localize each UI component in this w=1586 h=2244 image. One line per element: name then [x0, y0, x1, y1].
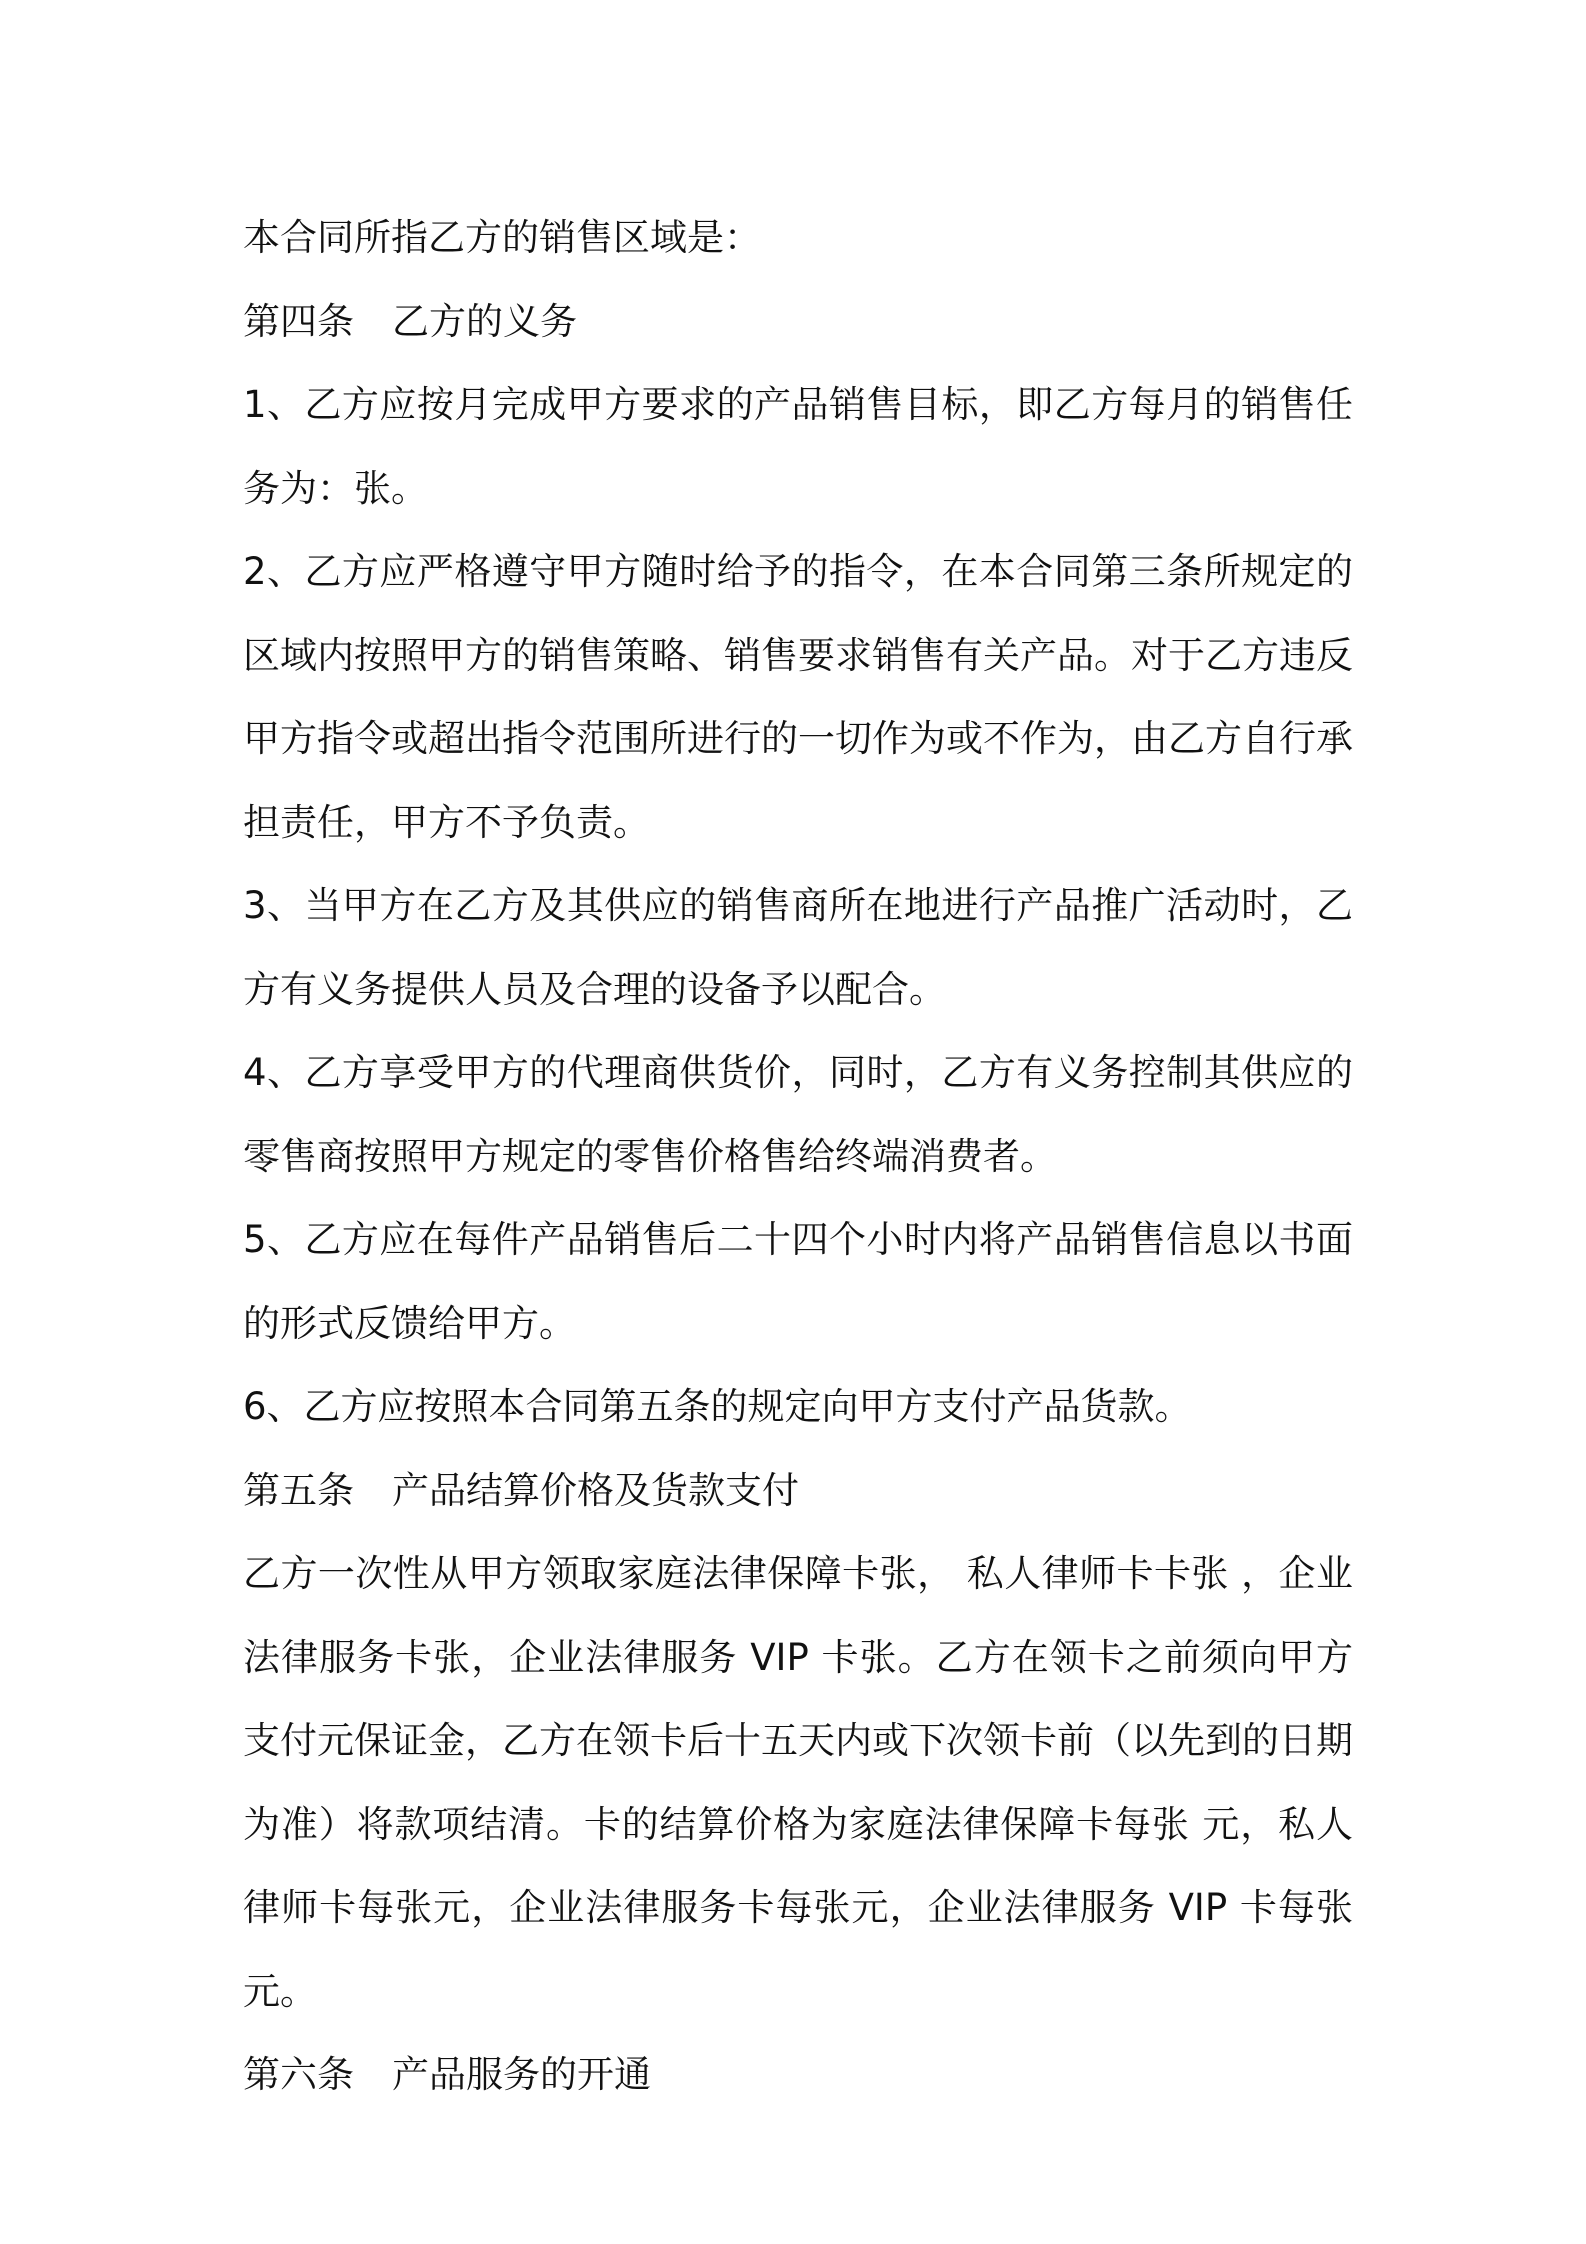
- article-number: 第五条: [243, 1468, 354, 1512]
- article-5-heading: [243, 1449, 1353, 1533]
- article-number: 第六条: [243, 2053, 354, 2096]
- clause-3: 3、当甲方在乙方及其供应的销售商所在地进行产品推广活动时，乙方有义务提供人员及合理的设备予以配合。: [243, 884, 1353, 1011]
- clause-1: 1、乙方应按月完成甲方要求的产品销售目标，即乙方每月的销售任务为：张。: [243, 383, 1353, 510]
- clause-5: 5、乙方应在每件产品销售后二十四个小时内将产品销售信息以书面的形式反馈给甲方。: [243, 1218, 1353, 1345]
- article-title: 乙方的义务: [392, 299, 577, 343]
- sales-region-paragraph: 本合同所指乙方的销售区域是：: [243, 216, 761, 259]
- article-6-heading: [243, 2033, 1353, 2117]
- article-number: 第四条: [243, 299, 354, 343]
- document-body: [243, 196, 1353, 2117]
- article-title: 产品结算价格及货款支付: [392, 1468, 799, 1512]
- clause-2: 2、乙方应严格遵守甲方随时给予的指令，在本合同第三条所规定的区域内按照甲方的销售策略、销售要求销售有关产品。对于乙方违反甲方指令或超出指令范围所进行的一切作为或不作为，由乙方自行承担责任，甲方不予负责。: [243, 550, 1353, 844]
- settlement-paragraph: 乙方一次性从甲方领取家庭法律保障卡张， 私人律师卡卡张 ，企业法律服务卡张，企业法律服务 VIP 卡张。乙方在领卡之前须向甲方支付元保证金，乙方在领卡后十五天内或下次领卡前（以先到的日期为准）将款项结清。卡的结算价格为家庭法律保障卡每张 元，私人律师卡每张元，企业法律服务卡每张元，企业法律服务 VIP 卡每张元。: [243, 1552, 1353, 2013]
- clause-6: 6、乙方应按照本合同第五条的规定向甲方支付产品货款。: [243, 1385, 1192, 1428]
- article-4-heading: [243, 280, 1353, 364]
- article-title: 产品服务的开通: [392, 2053, 651, 2096]
- clause-4: 4、乙方享受甲方的代理商供货价，同时，乙方有义务控制其供应的零售商按照甲方规定的零售价格售给终端消费者。: [243, 1051, 1353, 1178]
